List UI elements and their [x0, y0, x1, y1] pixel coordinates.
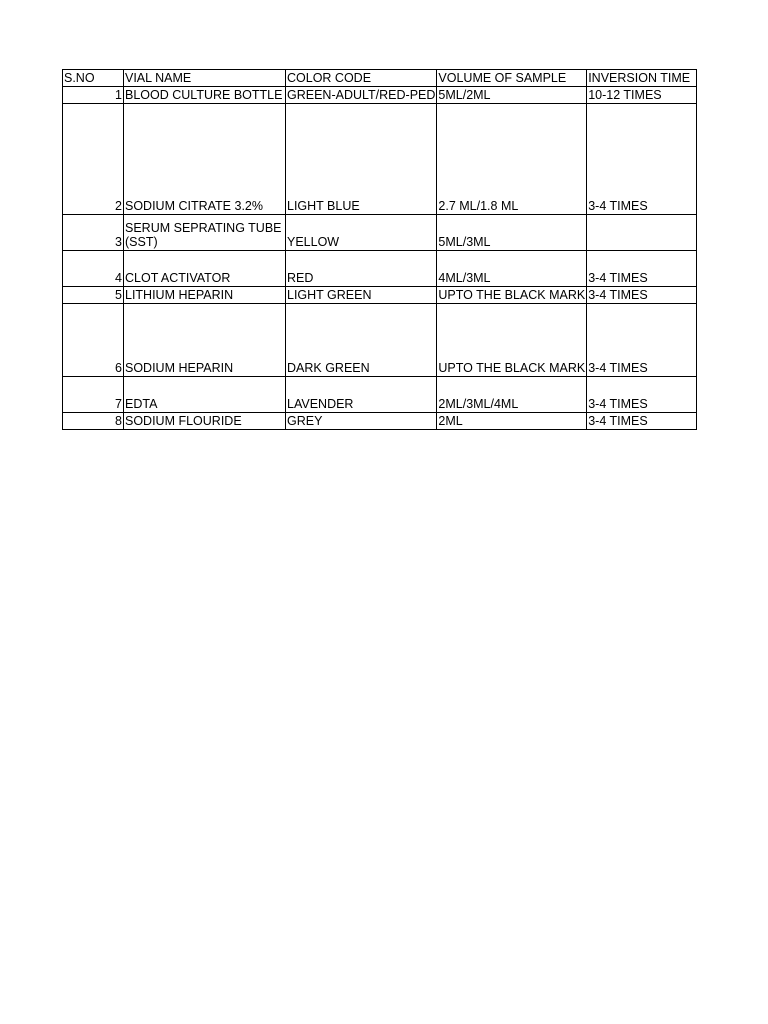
header-color-code: COLOR CODE [286, 70, 437, 87]
cell-sno: 7 [63, 377, 124, 413]
cell-inversion-time: 10-12 TIMES [587, 87, 697, 104]
cell-color-code: LIGHT GREEN [286, 287, 437, 304]
cell-vial-name: EDTA [124, 377, 286, 413]
table-row [63, 87, 697, 104]
cell-sno: 2 [63, 104, 124, 215]
cell-volume: 2ML [437, 413, 587, 430]
cell-vial-name: SODIUM CITRATE 3.2% [124, 104, 286, 215]
cell-volume: 5ML/3ML [437, 215, 587, 251]
cell-color-code: LIGHT BLUE [286, 104, 437, 215]
cell-vial-name: SODIUM HEPARIN [124, 304, 286, 377]
cell-volume: 5ML/2ML [437, 87, 587, 104]
cell-volume: 4ML/3ML [437, 251, 587, 287]
header-row [63, 70, 697, 87]
table-row [63, 413, 697, 430]
table-row [63, 251, 697, 287]
cell-vial-name: SERUM SEPRATING TUBE (SST) [124, 215, 286, 251]
cell-inversion-time: 3-4 TIMES [587, 104, 697, 215]
cell-inversion-time: 3-4 TIMES [587, 304, 697, 377]
cell-sno: 8 [63, 413, 124, 430]
cell-sno: 6 [63, 304, 124, 377]
cell-inversion-time: 3-4 TIMES [587, 413, 697, 430]
cell-sno: 1 [63, 87, 124, 104]
cell-inversion-time: 3-4 TIMES [587, 251, 697, 287]
cell-vial-name: SODIUM FLOURIDE [124, 413, 286, 430]
vial-table [62, 69, 697, 430]
table-row [63, 304, 697, 377]
cell-volume: UPTO THE BLACK MARK [437, 304, 587, 377]
cell-volume: 2.7 ML/1.8 ML [437, 104, 587, 215]
cell-vial-name: LITHIUM HEPARIN [124, 287, 286, 304]
header-inversion-time: INVERSION TIME [587, 70, 697, 87]
cell-vial-name: BLOOD CULTURE BOTTLE [124, 87, 286, 104]
cell-color-code: LAVENDER [286, 377, 437, 413]
cell-volume: 2ML/3ML/4ML [437, 377, 587, 413]
table-row [63, 377, 697, 413]
cell-color-code: GREEN-ADULT/RED-PED [287, 88, 436, 102]
table-row [63, 287, 697, 304]
cell-volume: UPTO THE BLACK MARK [438, 288, 586, 302]
header-volume: VOLUME OF SAMPLE [437, 70, 587, 87]
cell-color-code: RED [286, 251, 437, 287]
table-row [63, 215, 697, 251]
cell-inversion-time [587, 215, 697, 251]
header-sno: S.NO [63, 70, 124, 87]
cell-color-code: YELLOW [286, 215, 437, 251]
cell-sno: 4 [63, 251, 124, 287]
cell-sno: 3 [63, 215, 124, 251]
cell-vial-name: CLOT ACTIVATOR [124, 251, 286, 287]
cell-inversion-time: 3-4 TIMES [587, 287, 697, 304]
cell-inversion-time: 3-4 TIMES [587, 377, 697, 413]
header-vial-name: VIAL NAME [124, 70, 286, 87]
cell-sno: 5 [63, 287, 124, 304]
cell-color-code: GREY [286, 413, 437, 430]
table-row [63, 104, 697, 215]
cell-color-code: DARK GREEN [286, 304, 437, 377]
